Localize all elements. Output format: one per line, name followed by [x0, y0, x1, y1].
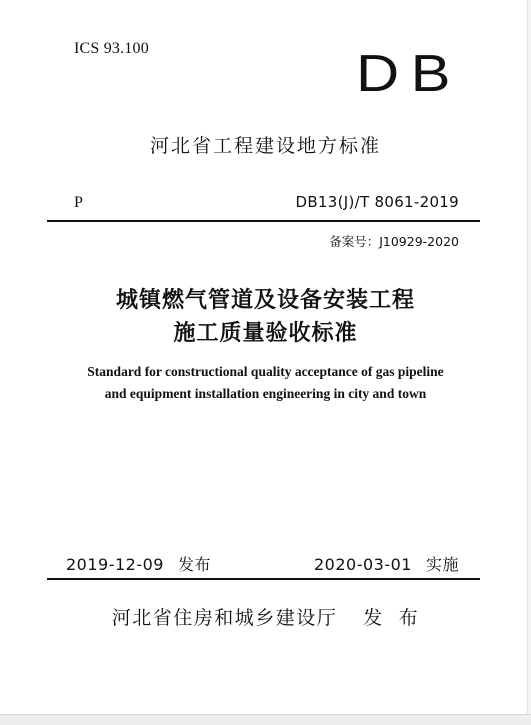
- implement-date-block: [314, 552, 459, 575]
- db-logo: DB: [356, 45, 463, 103]
- issue-label: 发布: [177, 555, 211, 574]
- issuer-name: 河北省住房和城乡建设厅: [111, 607, 338, 629]
- title-english-line-2: and equipment installation engineering in city and town: [104, 386, 427, 401]
- title-chinese-line-2: 施工质量验收标准: [173, 320, 358, 346]
- issue-date-block: [66, 552, 211, 575]
- bottom-rule: [47, 578, 480, 580]
- standard-classification: 河北省工程建设地方标准: [149, 135, 381, 157]
- top-rule: [47, 220, 480, 222]
- viewer-right-edge: [527, 0, 531, 714]
- issuer-block: [0, 603, 531, 630]
- issuer-action: 发 布: [363, 607, 420, 629]
- title-chinese: [0, 284, 531, 350]
- title-english-line-1: Standard for constructional quality acceptance of gas pipeline: [87, 364, 444, 379]
- ics-code: ICS 93.100: [74, 40, 149, 57]
- ccs-code: P: [74, 194, 83, 211]
- title-chinese-line-1: 城镇燃气管道及设备安装工程: [115, 287, 415, 313]
- viewer-bottom-edge: [0, 714, 531, 725]
- implement-date: 2020-03-01: [314, 555, 412, 574]
- filing-number: 备案号：J10929-2020: [329, 234, 459, 249]
- standard-number: DB13(J)/T 8061-2019: [295, 193, 459, 211]
- implement-label: 实施: [425, 555, 459, 574]
- title-english: [0, 361, 531, 405]
- issue-date: 2019-12-09: [66, 555, 164, 574]
